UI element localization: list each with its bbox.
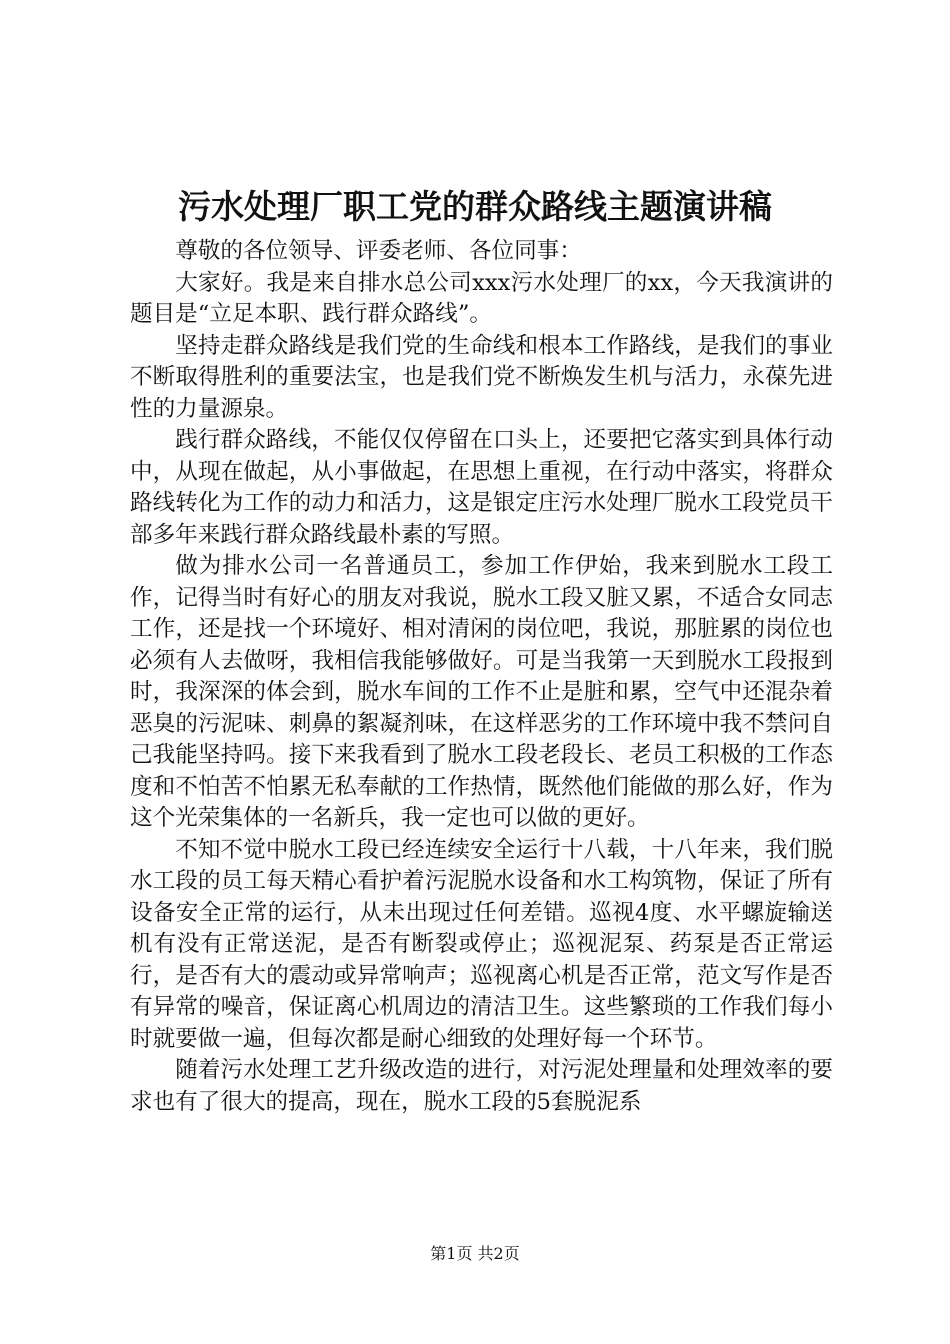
body-paragraph: 做为排水公司一名普通员工，参加工作伊始，我来到脱水工段工作，记得当时有好心的朋友对我说，脱水工段又脏又累，不适合女同志工作，还是找一个环境好、相对清闲的岗位吧，我说，那脏累的岗位也必须有人去做呀，我相信我能够做好。可是当我第一天到脱水工段报到时，我深深的体会到，脱水车间的工作不止是脏和累，空气中还混杂着恶臭的污泥味、刺鼻的絮凝剂味，在这样恶劣的工作环境中我不禁问自己我能坚持吗。接下来我看到了脱水工段老段长、老员工积极的工作态度和不怕苦不怕累无私奉献的工作热情，既然他们能做的那么好，作为这个光荣集体的一名新兵，我一定也可以做的更好。 [130, 553, 833, 831]
document-title: 污水处理厂职工党的群众路线主题演讲稿 [178, 187, 772, 226]
page-number-footer: 第1页 共2页 [430, 1244, 520, 1263]
salutation-paragraph: 尊敬的各位领导、评委老师、各位同事： [175, 238, 582, 264]
document-body [130, 236, 833, 1118]
body-paragraph: 随着污水处理工艺升级改造的进行，对污泥处理量和处理效率的要求也有了很大的提高，现在，脱水工段的5套脱泥系 [130, 1057, 833, 1115]
body-paragraph: 不知不觉中脱水工段已经连续安全运行十八载，十八年来，我们脱水工段的员工每天精心看护着污泥脱水设备和水工构筑物，保证了所有设备安全正常的运行，从未出现过任何差错。巡视4度、水平螺旋输送机有没有正常送泥，是否有断裂或停止；巡视泥泵、药泵是否正常运行，是否有大的震动或异常响声；巡视离心机是否正常，范文写作是否有异常的噪音，保证离心机周边的清洁卫生。这些繁琐的工作我们每小时就要做一遍，但每次都是耐心细致的处理好每一个环节。 [130, 836, 833, 1052]
body-paragraph: 大家好。我是来自排水总公司xxx污水处理厂的xx，今天我演讲的题目是“立足本职、践行群众路线”。 [130, 269, 833, 327]
body-paragraph: 坚持走群众路线是我们党的生命线和根本工作路线，是我们的事业不断取得胜利的重要法宝，也是我们党不断焕发生机与活力，永葆先进性的力量源泉。 [130, 332, 833, 422]
body-paragraph: 践行群众路线，不能仅仅停留在口头上，还要把它落实到具体行动中，从现在做起，从小事做起，在思想上重视，在行动中落实，将群众路线转化为工作的动力和活力，这是银定庄污水处理厂脱水工段党员干部多年来践行群众路线最朴素的写照。 [130, 427, 833, 548]
